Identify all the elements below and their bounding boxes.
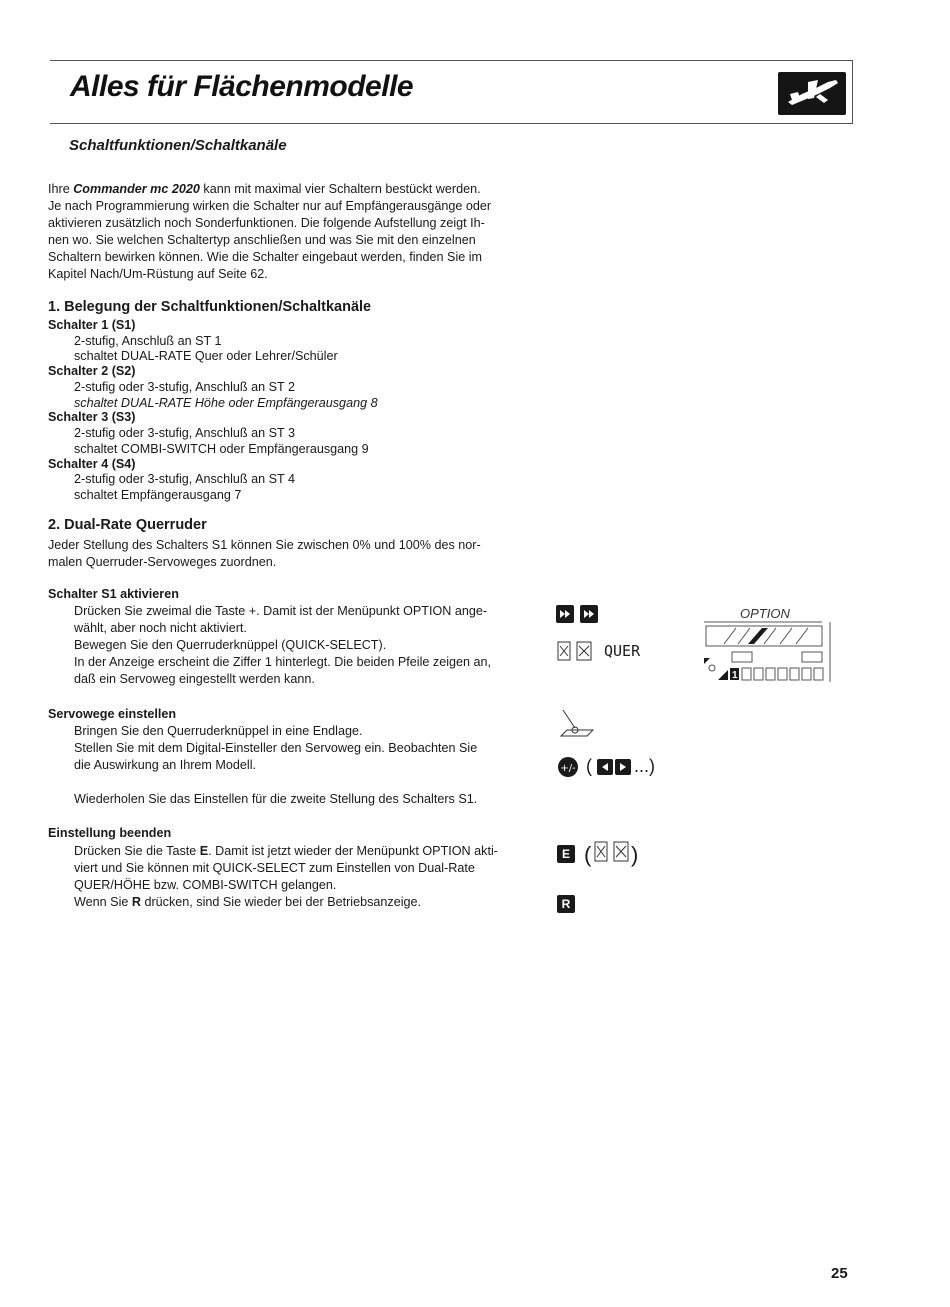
section-subtitle: Schaltfunktionen/Schaltkanäle: [69, 137, 287, 154]
intro-line-6: Kapitel Nach/Um-Rüstung auf Seite 62.: [48, 267, 268, 281]
header-bottom-rule: [50, 123, 853, 124]
schalter-4-line-1: 2-stufig oder 3-stufig, Anschluß an ST 4: [74, 472, 295, 486]
servowege-heading: Servowege einstellen: [48, 707, 177, 721]
plus-key-icon: [556, 605, 574, 628]
paren-open: (: [584, 842, 592, 867]
schalter-2-title: Schalter 2 (S2): [48, 364, 136, 378]
e-key-icon: E: [557, 845, 575, 863]
beenden-heading: Einstellung beenden: [48, 826, 172, 840]
paren-close: ): [631, 842, 639, 867]
belegung-heading: 1. Belegung der Schaltfunktionen/Schaltkanäle: [48, 299, 372, 315]
beenden-text: Wenn Sie: [74, 895, 132, 909]
beenden-line-4: [74, 894, 421, 911]
stick-icon: [594, 840, 630, 869]
beenden-line-3: QUER/HÖHE bzw. COMBI-SWITCH gelangen.: [74, 878, 337, 892]
intro-text: Ihre: [48, 182, 74, 196]
aktivieren-line-4: In der Anzeige erscheint die Ziffer 1 hinterlegt. Die beiden Pfeile zeigen an,: [74, 655, 492, 669]
intro-line-3: aktivieren zusätzlich noch Sonderfunktionen. Die folgende Aufstellung zeigt Ih-: [48, 216, 485, 230]
schalter-1-line-1: 2-stufig, Anschluß an ST 1: [74, 334, 222, 348]
beenden-text: Drücken Sie die Taste: [74, 844, 200, 858]
dualrate-line-2: malen Querruder-Servoweges zuordnen.: [48, 555, 277, 569]
dualrate-line-1: Jeder Stellung des Schalters S1 können Sie zwischen 0% und 100% des nor-: [48, 538, 481, 552]
plus-key-icon: [580, 605, 598, 628]
page-title: Alles für Flächenmodelle: [70, 70, 414, 103]
schalter-4-title: Schalter 4 (S4): [48, 457, 136, 471]
intro-line-2: Je nach Programmierung wirken die Schalter nur auf Empfängerausgänge oder: [48, 199, 492, 213]
display-option-label: OPTION: [740, 606, 790, 621]
schalter-3-line-1: 2-stufig oder 3-stufig, Anschluß an ST 3: [74, 426, 295, 440]
aktivieren-line-3: Bewegen Sie den Querruderknüppel (QUICK-SELECT).: [74, 638, 387, 652]
page-number: 25: [831, 1265, 848, 1282]
display-digit: 1: [732, 670, 738, 681]
aktivieren-heading: Schalter S1 aktivieren: [48, 587, 179, 601]
header-top-rule: [50, 60, 853, 61]
intro-line-4: nen wo. Sie welchen Schaltertyp anschließen und was Sie mit den einzelnen: [48, 233, 476, 247]
aktivieren-line-1: Drücken Sie zweimal die Taste +. Damit ist der Menüpunkt OPTION ange-: [74, 604, 488, 618]
servo-arm-icon: [557, 706, 595, 751]
servowege-line-1: Bringen Sie den Querruderknüppel in eine Endlage.: [74, 724, 363, 738]
intro-text: kann mit maximal vier Schaltern bestückt werden.: [199, 182, 481, 196]
beenden-line-1: [74, 843, 498, 860]
schalter-3-title: Schalter 3 (S3): [48, 410, 136, 424]
beenden-text: . Damit ist jetzt wieder der Menüpunkt OPTION akti-: [208, 844, 498, 858]
dualrate-heading: 2. Dual-Rate Querruder: [48, 517, 207, 533]
schalter-4-line-2: schaltet Empfängerausgang 7: [74, 488, 242, 502]
schalter-2-line-1: 2-stufig oder 3-stufig, Anschluß an ST 2: [74, 380, 295, 394]
ellipsis-close: ...): [634, 756, 655, 776]
intro-line-1: [48, 181, 481, 198]
minus-key-icon: [597, 759, 613, 780]
schalter-1-line-2: schaltet DUAL-RATE Quer oder Lehrer/Schüler: [74, 349, 338, 363]
digital-trimmer-icon: [557, 756, 579, 783]
lcd-display: [704, 620, 834, 691]
servowege-line-2: Stellen Sie mit dem Digital-Einsteller den Servoweg ein. Beobachten Sie: [74, 741, 478, 755]
header-right-rule: [852, 60, 853, 124]
schalter-2-line-2: schaltet DUAL-RATE Höhe oder Empfängerausgang 8: [74, 396, 378, 410]
quer-label: QUER: [604, 642, 641, 660]
beenden-line-2: viert und Sie können mit QUICK-SELECT zum Einstellen von Dual-Rate: [74, 861, 475, 875]
product-name: Commander mc 2020: [73, 182, 200, 196]
aktivieren-line-5: daß ein Servoweg eingestellt werden kann.: [74, 672, 315, 686]
schalter-1-title: Schalter 1 (S1): [48, 318, 136, 332]
plus-key-icon: [615, 759, 631, 780]
schalter-3-line-2: schaltet COMBI-SWITCH oder Empfängerausgang 9: [74, 442, 369, 456]
beenden-text: drücken, sind Sie wieder bei der Betriebsanzeige.: [140, 895, 422, 909]
intro-line-5: Schaltern bewirken können. Wie die Schalter eingebaut werden, finden Sie im: [48, 250, 483, 264]
servowege-line-4: Wiederholen Sie das Einstellen für die zweite Stellung des Schalters S1.: [74, 792, 478, 806]
servowege-line-3: die Auswirkung an Ihrem Modell.: [74, 758, 257, 772]
stick-icon: [557, 640, 593, 667]
r-key-icon: R: [557, 895, 575, 913]
paren-open: (: [586, 756, 592, 776]
svg-text:+/-: +/-: [560, 763, 576, 774]
airplane-logo-icon: [778, 72, 846, 115]
aktivieren-line-2: wählt, aber noch nicht aktiviert.: [74, 621, 247, 635]
key-e-ref: E: [199, 844, 209, 858]
key-r-ref: R: [131, 895, 141, 909]
